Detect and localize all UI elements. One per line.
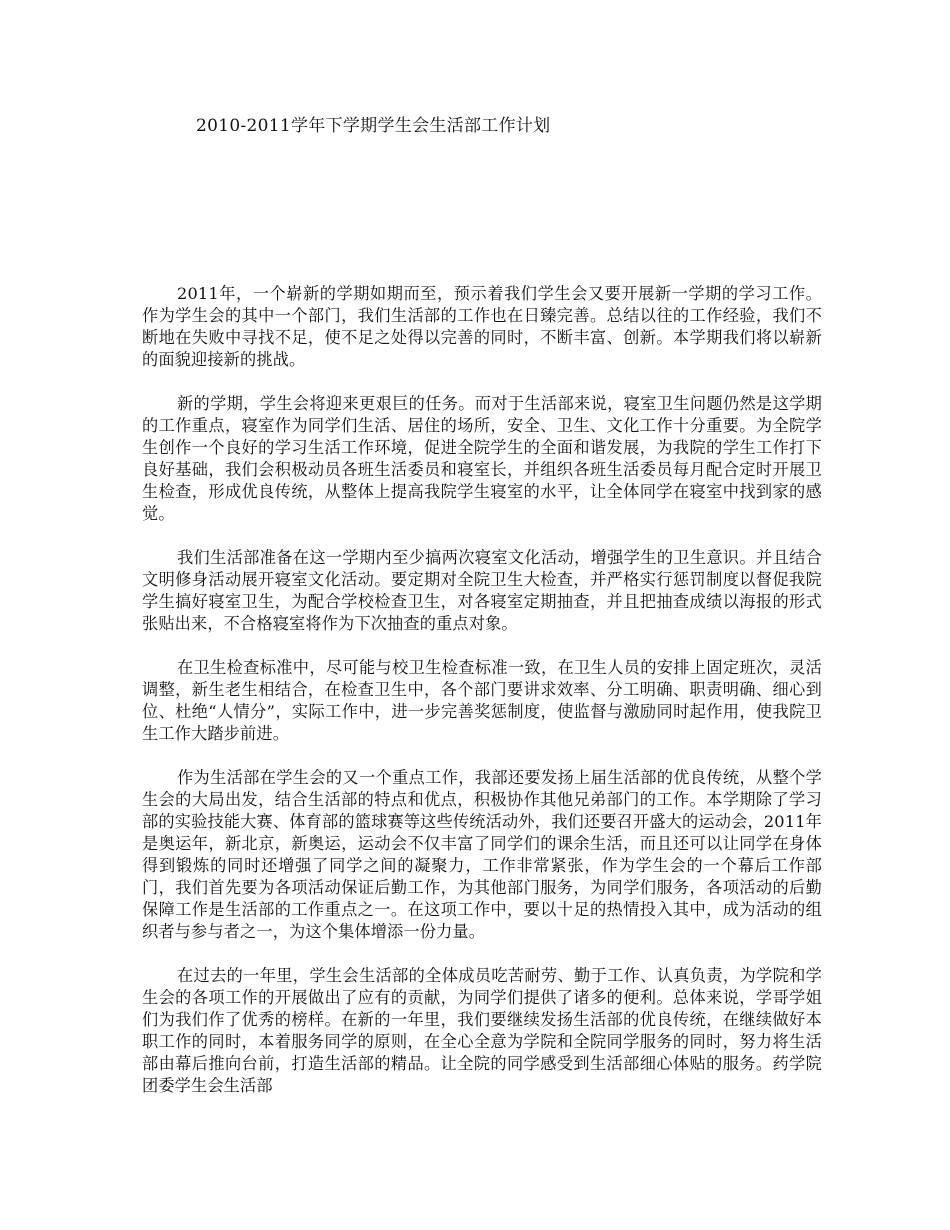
document-title: 2010-2011学年下学期学生会生活部工作计划 — [196, 116, 551, 136]
document-body — [142, 283, 822, 1119]
paragraph-3: 我们生活部准备在这一学期内至少搞两次寝室文化活动，增强学生的卫生意识。并且结合文明修身活动展开寝室文化活动。要定期对全院卫生大检查，并严格实行惩罚制度以督促我院学生搞好寝室卫生，为配合学校检查卫生，对各寝室定期抽查，并且把抽查成绩以海报的形式张贴出来，不合格寝室将作为下次抽查的重点对象。 — [142, 548, 822, 633]
paragraph-2: 新的学期，学生会将迎来更艰巨的任务。而对于生活部来说，寝室卫生问题仍然是这学期的工作重点，寝室作为同学们生活、居住的场所，安全、卫生、文化工作十分重要。为全院学生创作一个良好的学习生活工作环境，促进全院学生的全面和谐发展，为我院的学生工作打下良好基础，我们会积极动员各班生活委员和寝室长，并组织各班生活委员每月配合定时开展卫生检查，形成优良传统，从整体上提高我院学生寝室的水平，让全体同学在寝室中找到家的感觉。 — [142, 394, 822, 523]
paragraph-6: 在过去的一年里，学生会生活部的全体成员吃苦耐劳、勤于工作、认真负责，为学院和学生会的各项工作的开展做出了应有的贡献，为同学们提供了诸多的便利。总体来说，学哥学姐们为我们作了优秀的榜样。在新的一年里，我们要继续发扬生活部的优良传统，在继续做好本职工作的同时，本着服务同学的原则，在全心全意为学院和全院同学服务的同时，努力将生活部由幕后推向台前，打造生活部的精品。让全院的同学感受到生活部细心体贴的服务。药学院团委学生会生活部 — [142, 966, 822, 1095]
paragraph-1: 2011年，一个崭新的学期如期而至，预示着我们学生会又要开展新一学期的学习工作。作为学生会的其中一个部门，我们生活部的工作也在日臻完善。总结以往的工作经验，我们不断地在失败中寻找不足，使不足之处得以完善的同时，不断丰富、创新。本学期我们将以崭新的面貌迎接新的挑战。 — [142, 284, 822, 369]
paragraph-4: 在卫生检查标准中，尽可能与校卫生检查标准一致，在卫生人员的安排上固定班次，灵活调整，新生老生相结合，在检查卫生中，各个部门要讲求效率、分工明确、职责明确、细心到位、杜绝“人情分”，实际工作中，进一步完善奖惩制度，使监督与激励同时起作用，使我院卫生工作大踏步前进。 — [142, 658, 822, 743]
paragraph-5: 作为生活部在学生会的又一个重点工作，我部还要发扬上届生活部的优良传统，从整个学生会的大局出发，结合生活部的特点和优点，积极协作其他兄弟部门的工作。本学期除了学习部的实验技能大赛、体育部的篮球赛等这些传统活动外，我们还要召开盛大的运动会，2011年是奥运年，新北京，新奥运，运动会不仅丰富了同学们的课余生活，而且还可以让同学在身体得到锻炼的同时还增强了同学之间的凝聚力，工作非常紧张，作为学生会的一个幕后工作部门，我们首先要为各项活动保证后勤工作，为其他部门服务，为同学们服务，各项活动的后勤保障工作是生活部的工作重点之一。在这项工作中，要以十足的热情投入其中，成为活动的组织者与参与者之一，为这个集体增添一份力量。 — [142, 768, 822, 941]
